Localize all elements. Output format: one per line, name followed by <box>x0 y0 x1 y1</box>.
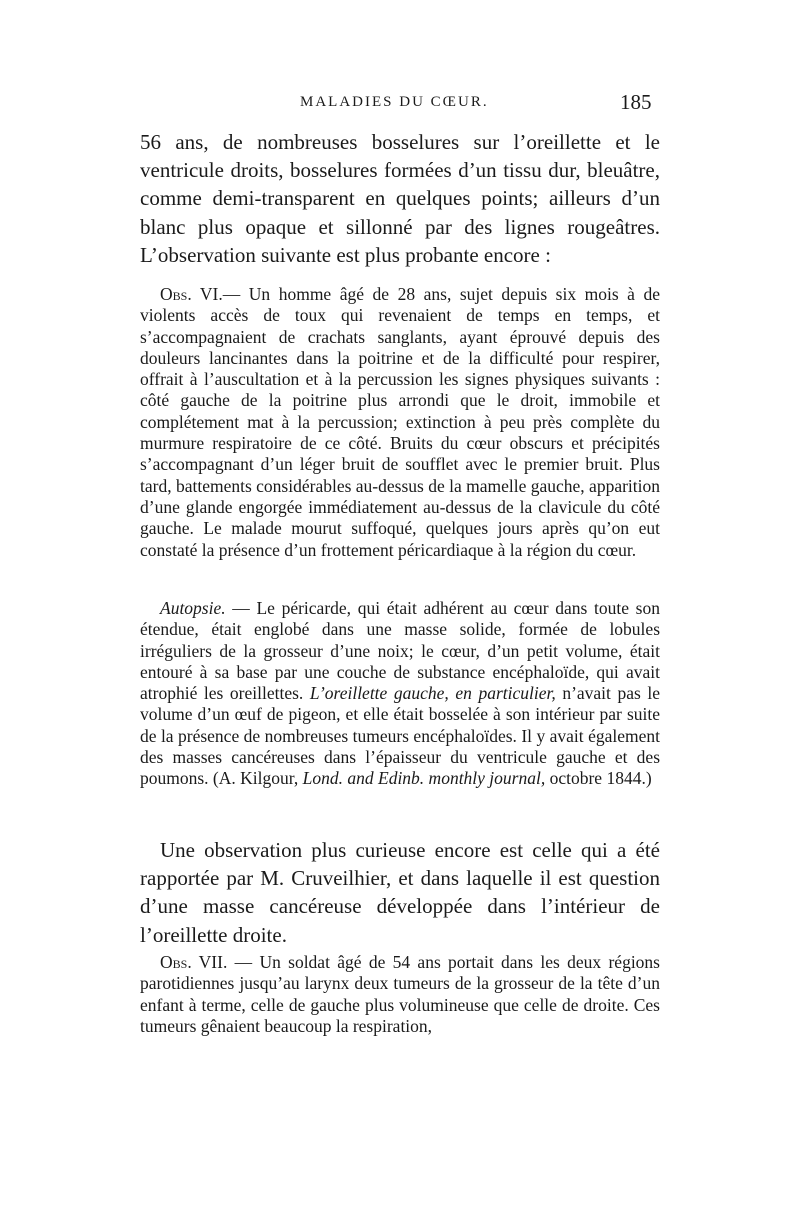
autopsy-italic-phrase: L’oreillette gauche, en particulier, <box>309 683 556 704</box>
autopsy-text-part2: n’avait pas le volume d’un œuf de pigeon, et elle était bosselée à son intérieur par suite de la présence de nombreuses tumeurs encéphaloïdes. Il y avait également des masses cancéreuses dans l’épaisseur du ventricule gauche et des poumons. (A. Kilgour, <box>140 683 661 789</box>
observation-6-text: — Un homme âgé de 28 ans, sujet depuis six mois à de violents accès de toux qui revenaient de temps en temps, et s’accompagnaient de crachats sanglants, ayant éprouvé depuis des douleurs lancinantes dans la poitrine et de la difficulté pour respirer, offrait à l’auscultation et à la percussion les signes physiques suivants : côté gauche de la poitrine plus arrondi que le droit, immobile et complétement mat à la percussion; extinction à peu près complète du murmure respiratoire de ce côté. Bruits du cœur obscurs et précipités s’accompagnant d’un léger bruit de soufflet avec le premier bruit. Plus tard, battements considérables au-dessus de la mamelle gauche, apparition d’une glande engorgée immédiatement au-dessus de la clavicule du côté gauche. Le malade mourut suffoqué, quelques jours après qu’on eut constaté la présence d’un frottement péricardiaque à la région du cœur. <box>140 284 660 560</box>
continued-paragraph: 56 ans, de nombreuses bosselures sur l’oreillette et le ventricule droits, bosselures formées d’un tissu dur, bleuâtre, comme demi-transparent en quelques points; ailleurs d’un blanc plus opaque et sillonné par des lignes rougeâtres. L’observation suivante est plus probante encore : <box>140 130 660 267</box>
observation-7-text: — Un soldat âgé de 54 ans portait dans les deux régions parotidiennes jusqu’au larynx deux tumeurs de la grosseur de la tête d’un enfant à terme, celle de gauche plus volumineuse que celle de droite. Ces tumeurs gênaient beaucoup la respiration, <box>140 952 660 1036</box>
observation-6 <box>140 284 660 561</box>
page-number: 185 <box>620 90 652 114</box>
citation-journal: Lond. and Edinb. monthly journal, <box>302 768 546 789</box>
autopsy-label: Autopsie. <box>160 598 226 618</box>
intro-paragraph: Une observation plus curieuse encore est celle qui a été rapportée par M. Cruveilhier, et dans laquelle il est question d’une masse cancéreuse développée dans l’intérieur de l’oreillette droite. <box>140 838 660 947</box>
observation-6-label: Obs. VI. <box>160 284 223 304</box>
running-head: MALADIES DU CŒUR. <box>300 94 489 110</box>
observation-7-label: Obs. VII. <box>160 952 228 972</box>
autopsy-text-part1: — Le péricarde, qui était adhérent au cœur dans toute son étendue, était englobé dans une masse solide, formée de lobules irréguliers de la grosseur d’une noix; le cœur, d’un petit volume, était entouré à sa base par une couche de substance encéphaloïde, qui avait atrophié les oreillettes. <box>140 598 660 704</box>
observation-7 <box>140 952 660 1037</box>
autopsy-paragraph <box>140 598 660 790</box>
citation-date: octobre 1844.) <box>545 768 652 789</box>
